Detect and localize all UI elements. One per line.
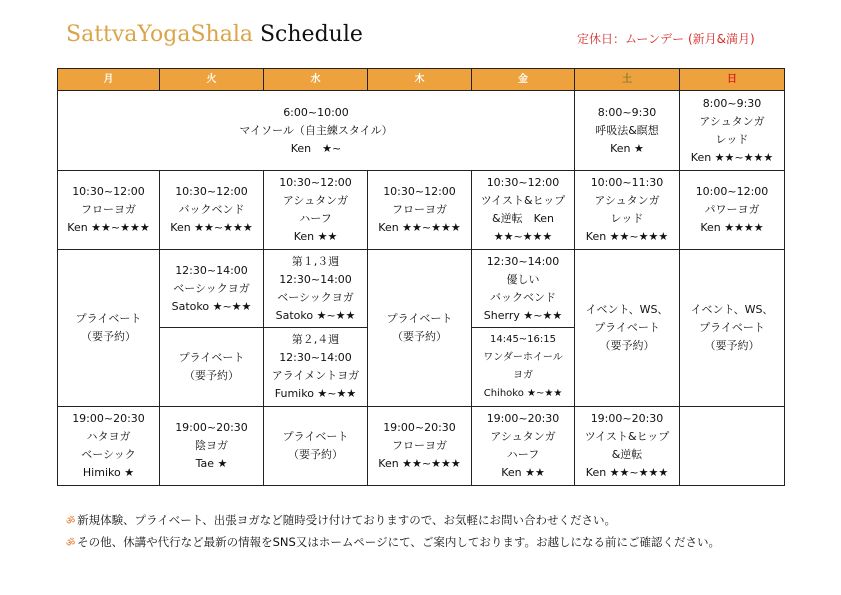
- class-cell: [680, 407, 785, 486]
- class-cell: [368, 171, 472, 250]
- class-cell: [58, 171, 160, 250]
- cell-line: 呼吸法&瞑想: [595, 123, 659, 137]
- closed-days-note: 定休日：ムーンデー (新月&満月): [577, 32, 755, 46]
- cell-line: 10:30~12:00: [72, 185, 145, 198]
- class-cell: [472, 328, 575, 407]
- day-header-fri: 金: [472, 69, 575, 91]
- cell-line: 8:00~9:30: [597, 105, 657, 119]
- cell-line: Ken ★★~★★★: [378, 221, 461, 234]
- cell-line: （要予約）: [184, 369, 239, 382]
- cell-line: レッド: [715, 132, 749, 146]
- cell-line: Sherry ★~★★: [483, 308, 563, 322]
- cell-line: &逆転 Ken: [492, 212, 554, 225]
- class-cell: [680, 171, 785, 250]
- cell-line: 10:30~12:00: [279, 176, 352, 189]
- class-cell: [575, 250, 680, 407]
- cell-line: 10:00~12:00: [695, 185, 769, 198]
- cell-line: 14:45~16:15: [489, 334, 556, 345]
- cell-line: アライメントヨガ: [271, 369, 360, 382]
- class-cell: [472, 407, 575, 486]
- cell-line: Ken ★★: [501, 466, 545, 479]
- cell-line: ハーフ: [506, 448, 540, 461]
- cell-line: Ken ★★★★: [700, 221, 764, 234]
- cell-line: ベーシック: [81, 448, 136, 461]
- cell-line: Ken ★★~★★★: [585, 466, 669, 479]
- cell-line: バックベンド: [178, 203, 245, 216]
- cell-line: プライベート: [282, 430, 349, 443]
- cell-line: ヨガ: [513, 370, 533, 381]
- cell-line: （要予約）: [288, 448, 343, 461]
- om-icon: ॐ: [66, 516, 76, 527]
- class-cell: [472, 250, 575, 328]
- cell-line: ★★~★★★: [493, 230, 553, 243]
- cell-line: Tae ★: [195, 457, 228, 470]
- cell-line: Satoko ★~★★: [171, 299, 252, 313]
- class-cell: [264, 171, 368, 250]
- day-header-wed: 水: [264, 69, 368, 91]
- cell-line: ベーシックヨガ: [173, 281, 250, 295]
- class-cell: [575, 171, 680, 250]
- cell-line: 19:00~20:30: [486, 412, 560, 425]
- cell-line: アシュタンガ: [594, 194, 660, 207]
- cell-line: Ken ★★~★★★: [67, 221, 150, 234]
- day-header-thu: 木: [368, 69, 472, 91]
- cell-line: （要予約）: [704, 339, 760, 352]
- class-cell: [58, 407, 160, 486]
- cell-line: （要予約）: [81, 330, 136, 343]
- class-cell: [160, 250, 264, 328]
- cell-line: 12:30~14:00: [279, 351, 352, 364]
- cell-line: ツイスト&ヒップ: [584, 430, 670, 443]
- cell-line: 第１,３週: [291, 254, 340, 268]
- cell-line: レッド: [610, 212, 644, 225]
- cell-line: アシュタンガ: [282, 194, 349, 207]
- cell-line: 第２,４週: [291, 333, 340, 346]
- cell-line: Ken ★★~★★★: [170, 221, 253, 234]
- class-cell: [472, 171, 575, 250]
- cell-line: ベーシックヨガ: [277, 290, 354, 304]
- cell-line: イベント、WS、: [585, 303, 669, 316]
- class-cell: [368, 407, 472, 486]
- cell-line: 10:30~12:00: [175, 185, 248, 198]
- cell-line: プライベート: [594, 321, 660, 334]
- cell-line: プライベート: [386, 312, 453, 325]
- cell-line: Ken ★★~★★★: [378, 457, 461, 470]
- cell-line: 12:30~14:00: [486, 254, 560, 268]
- day-header-sat: 土: [575, 69, 680, 91]
- cell-line: Ken ★★~★★★: [585, 230, 669, 243]
- cell-line: プライベート: [178, 351, 245, 364]
- cell-line: イベント、WS、: [690, 303, 774, 316]
- note-line: [66, 532, 720, 554]
- schedule-label: Schedule: [259, 22, 363, 47]
- class-cell: [264, 328, 368, 407]
- day-header-mon: 月: [58, 69, 160, 91]
- cell-line: ツイスト&ヒップ: [480, 194, 566, 207]
- cell-line: 10:00~11:30: [590, 176, 664, 189]
- cell-line: 10:30~12:00: [486, 176, 560, 189]
- cell-line: ハーフ: [299, 212, 332, 225]
- class-cell: [264, 250, 368, 328]
- class-cell: [58, 91, 575, 171]
- cell-line: Ken ★★~★★★: [690, 150, 774, 164]
- class-cell: [680, 91, 785, 171]
- class-cell: [575, 407, 680, 486]
- cell-line: Fumiko ★~★★: [274, 387, 357, 400]
- day-header-sun: 日: [680, 69, 785, 91]
- cell-line: 19:00~20:30: [383, 421, 456, 434]
- note-line: [66, 510, 720, 532]
- cell-line: フローヨガ: [392, 203, 447, 216]
- cell-line: （要予約）: [392, 330, 447, 343]
- cell-line: ワンダーホイール: [483, 352, 563, 363]
- cell-line: バックベンド: [490, 290, 556, 304]
- note-text: 新規体験、プライベート、出張ヨガなど随時受け付けておりますので、お気軽にお問い合わせください。: [77, 513, 617, 527]
- cell-line: パワーヨガ: [704, 203, 760, 216]
- cell-line: アシュタンガ: [490, 430, 556, 443]
- cell-line: 19:00~20:30: [175, 421, 248, 434]
- om-icon: ॐ: [66, 538, 76, 549]
- cell-line: Ken ★~: [290, 141, 342, 155]
- cell-line: 6:00~10:00: [283, 105, 349, 119]
- class-cell: [160, 407, 264, 486]
- class-cell: [160, 328, 264, 407]
- class-cell: [575, 91, 680, 171]
- day-header-tue: 火: [160, 69, 264, 91]
- cell-line: &逆転: [611, 448, 643, 461]
- brand-name: SattvaYogaShala: [66, 22, 253, 47]
- cell-line: フローヨガ: [392, 439, 447, 452]
- cell-line: 10:30~12:00: [383, 185, 456, 198]
- page-title: [66, 22, 363, 47]
- cell-line: 優しい: [506, 272, 540, 286]
- footer-notes: [66, 510, 720, 554]
- cell-line: 8:00~9:30: [702, 96, 762, 110]
- class-cell: [264, 407, 368, 486]
- cell-line: 陰ヨガ: [195, 439, 228, 452]
- cell-line: Chihoko ★~★★: [483, 388, 563, 399]
- cell-line: アシュタンガ: [699, 114, 765, 128]
- cell-line: 12:30~14:00: [175, 263, 248, 277]
- class-cell: [160, 171, 264, 250]
- cell-line: Satoko ★~★★: [275, 308, 356, 322]
- cell-line: Ken ★★: [293, 230, 338, 243]
- cell-line: プライベート: [699, 321, 765, 334]
- cell-line: マイソール（自主練スタイル）: [239, 123, 393, 137]
- schedule-table: [57, 68, 785, 486]
- cell-line: ハタヨガ: [86, 430, 131, 443]
- cell-line: プライベート: [75, 312, 142, 325]
- class-cell: [58, 250, 160, 407]
- cell-line: （要予約）: [599, 339, 655, 352]
- class-cell: [680, 250, 785, 407]
- cell-line: 19:00~20:30: [590, 412, 664, 425]
- cell-line: フローヨガ: [81, 203, 136, 216]
- cell-line: 12:30~14:00: [279, 272, 352, 286]
- day-header-row: [58, 69, 785, 91]
- note-text: その他、休講や代行など最新の情報をSNS又はホームページにて、ご案内しております。お越しになる前にご確認ください。: [77, 535, 720, 549]
- cell-line: 19:00~20:30: [72, 412, 145, 425]
- class-cell: [368, 250, 472, 407]
- cell-line: Ken ★: [610, 141, 644, 155]
- cell-line: Himiko ★: [82, 466, 135, 479]
